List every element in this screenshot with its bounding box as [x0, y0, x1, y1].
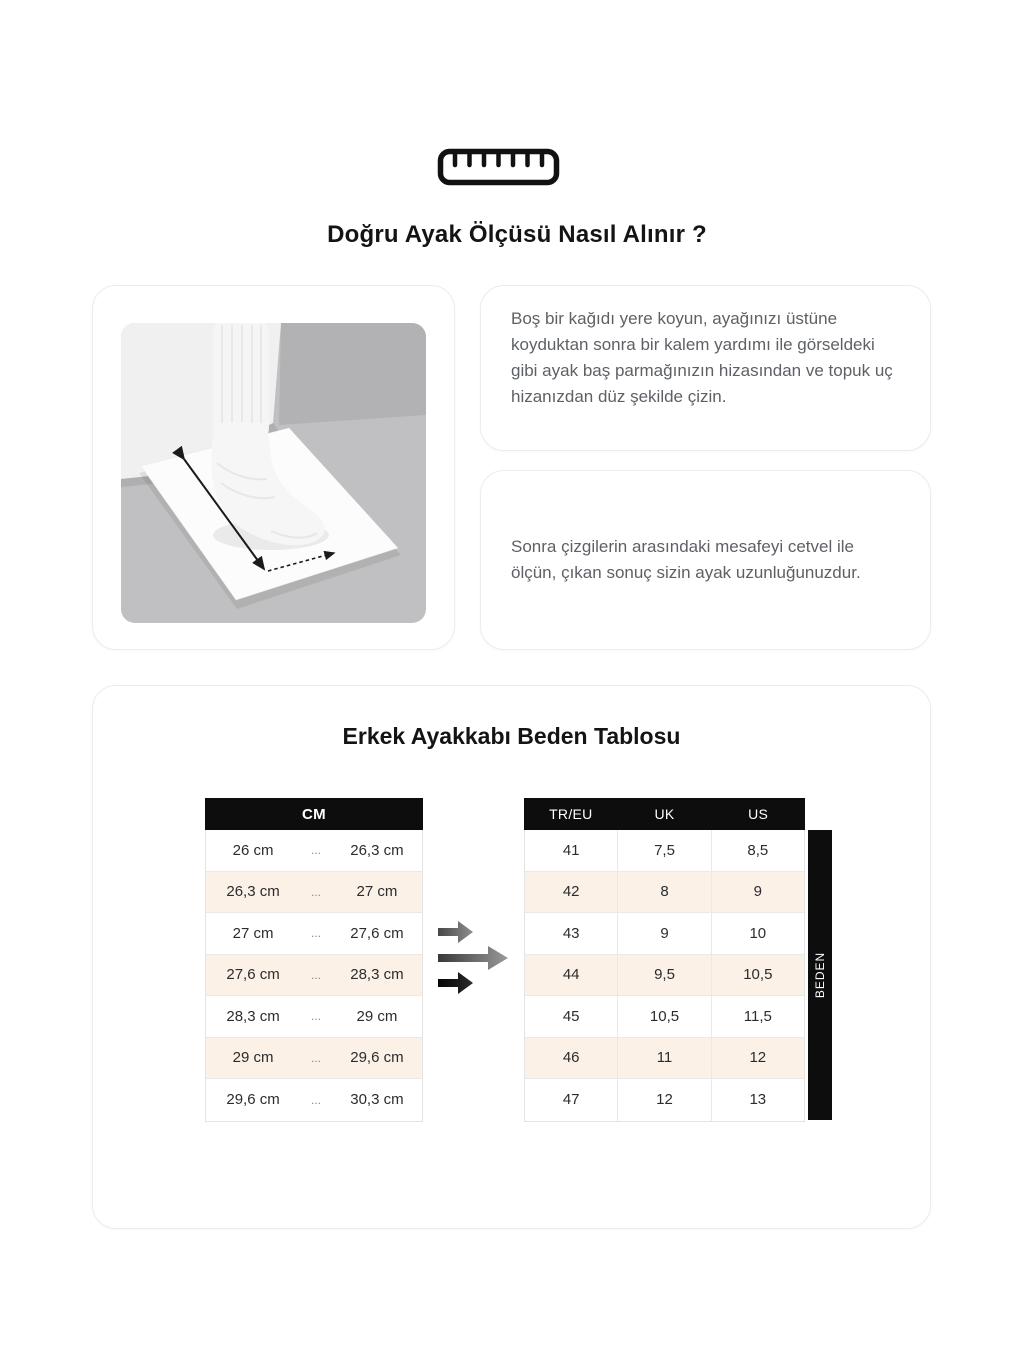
size-table-card	[92, 685, 931, 1229]
cm-to-value: 28,3 cm	[350, 966, 404, 984]
table-row	[525, 996, 804, 1038]
us-value: 10,5	[743, 966, 773, 984]
table-row	[206, 913, 422, 955]
cm-from-value: 27,6 cm	[226, 966, 280, 984]
foot-measurement-image	[121, 323, 426, 623]
beden-side-label	[808, 830, 832, 1120]
tr-eu-value: 47	[525, 1079, 618, 1121]
tr-eu-value: 43	[525, 913, 618, 954]
col-header-us: US	[748, 806, 769, 822]
table-row	[525, 1079, 804, 1121]
tr-eu-value: 44	[525, 955, 618, 996]
us-value: 10	[749, 924, 767, 942]
table-row	[206, 1079, 422, 1121]
uk-value: 9,5	[618, 955, 711, 996]
tr-eu-value: 46	[525, 1038, 618, 1079]
cm-to-value: 29 cm	[356, 1007, 398, 1025]
size-table-body	[524, 830, 805, 1122]
size-table-header-row	[524, 798, 805, 830]
us-value: 8,5	[747, 841, 769, 859]
us-value: 9	[753, 883, 762, 901]
instruction-step-1-text: Boş bir kağıdı yere koyun, ayağınızı üstüne koyduktan sonra bir kalem yardımı ile görseldeki gibi ayak baş parmağınızın hizasından ve topuk uç hizanızdan düz şekilde çizin.	[511, 309, 893, 406]
arrows-right-icon	[438, 919, 513, 999]
ruler-icon	[437, 148, 560, 186]
tr-eu-value: 45	[525, 996, 618, 1037]
uk-value: 8	[618, 872, 711, 913]
us-value: 13	[749, 1091, 767, 1109]
col-header-uk: UK	[654, 806, 675, 822]
cm-from-value: 29 cm	[232, 1049, 274, 1067]
cm-from-value: 27 cm	[232, 924, 274, 942]
uk-value: 9	[618, 913, 711, 954]
us-value: 12	[749, 1049, 767, 1067]
range-dots: ...	[310, 926, 321, 941]
uk-value: 12	[618, 1079, 711, 1121]
intl-size-table	[524, 798, 805, 1122]
foot-measure-photo-card	[92, 285, 455, 650]
us-value: 11,5	[743, 1007, 772, 1025]
cm-range-table	[205, 798, 423, 1122]
table-row	[525, 913, 804, 955]
table-row	[525, 830, 804, 872]
tr-eu-value: 42	[525, 872, 618, 913]
table-row	[525, 955, 804, 997]
tr-eu-value: 41	[525, 830, 618, 871]
range-dots: ...	[310, 1009, 321, 1024]
range-dots: ...	[310, 967, 321, 982]
range-dots: ...	[310, 1050, 321, 1065]
table-row	[206, 996, 422, 1038]
table-row	[525, 872, 804, 914]
cm-to-value: 29,6 cm	[350, 1049, 404, 1067]
uk-value: 11	[618, 1038, 711, 1079]
cm-from-value: 26 cm	[232, 841, 274, 859]
beden-label-text: BEDEN	[813, 951, 827, 999]
table-row	[206, 872, 422, 914]
uk-value: 10,5	[618, 996, 711, 1037]
range-dots: ...	[310, 884, 321, 899]
cm-from-value: 26,3 cm	[226, 883, 280, 901]
table-row	[206, 1038, 422, 1080]
cm-to-value: 26,3 cm	[350, 841, 404, 859]
cm-table-header: CM	[205, 798, 423, 830]
table-row	[206, 830, 422, 872]
range-dots: ...	[310, 843, 321, 858]
table-row	[525, 1038, 804, 1080]
col-header-tr-eu: TR/EU	[549, 806, 593, 822]
table-row	[206, 955, 422, 997]
range-dots: ...	[310, 1092, 321, 1107]
page-title: Doğru Ayak Ölçüsü Nasıl Alınır ?	[327, 221, 707, 248]
cm-from-value: 28,3 cm	[226, 1007, 280, 1025]
instruction-card-2	[480, 470, 931, 650]
uk-value: 7,5	[618, 830, 711, 871]
cm-to-value: 30,3 cm	[350, 1091, 404, 1109]
cm-from-value: 29,6 cm	[226, 1091, 280, 1109]
cm-table-body	[205, 830, 423, 1122]
cm-to-value: 27,6 cm	[350, 924, 404, 942]
cm-to-value: 27 cm	[356, 883, 398, 901]
instruction-card-1	[480, 285, 931, 451]
instruction-step-2-text: Sonra çizgilerin arasındaki mesafeyi cetvel ile ölçün, çıkan sonuç sizin ayak uzunluğunuzdur.	[511, 537, 861, 582]
size-table-title: Erkek Ayakkabı Beden Tablosu	[342, 723, 681, 749]
